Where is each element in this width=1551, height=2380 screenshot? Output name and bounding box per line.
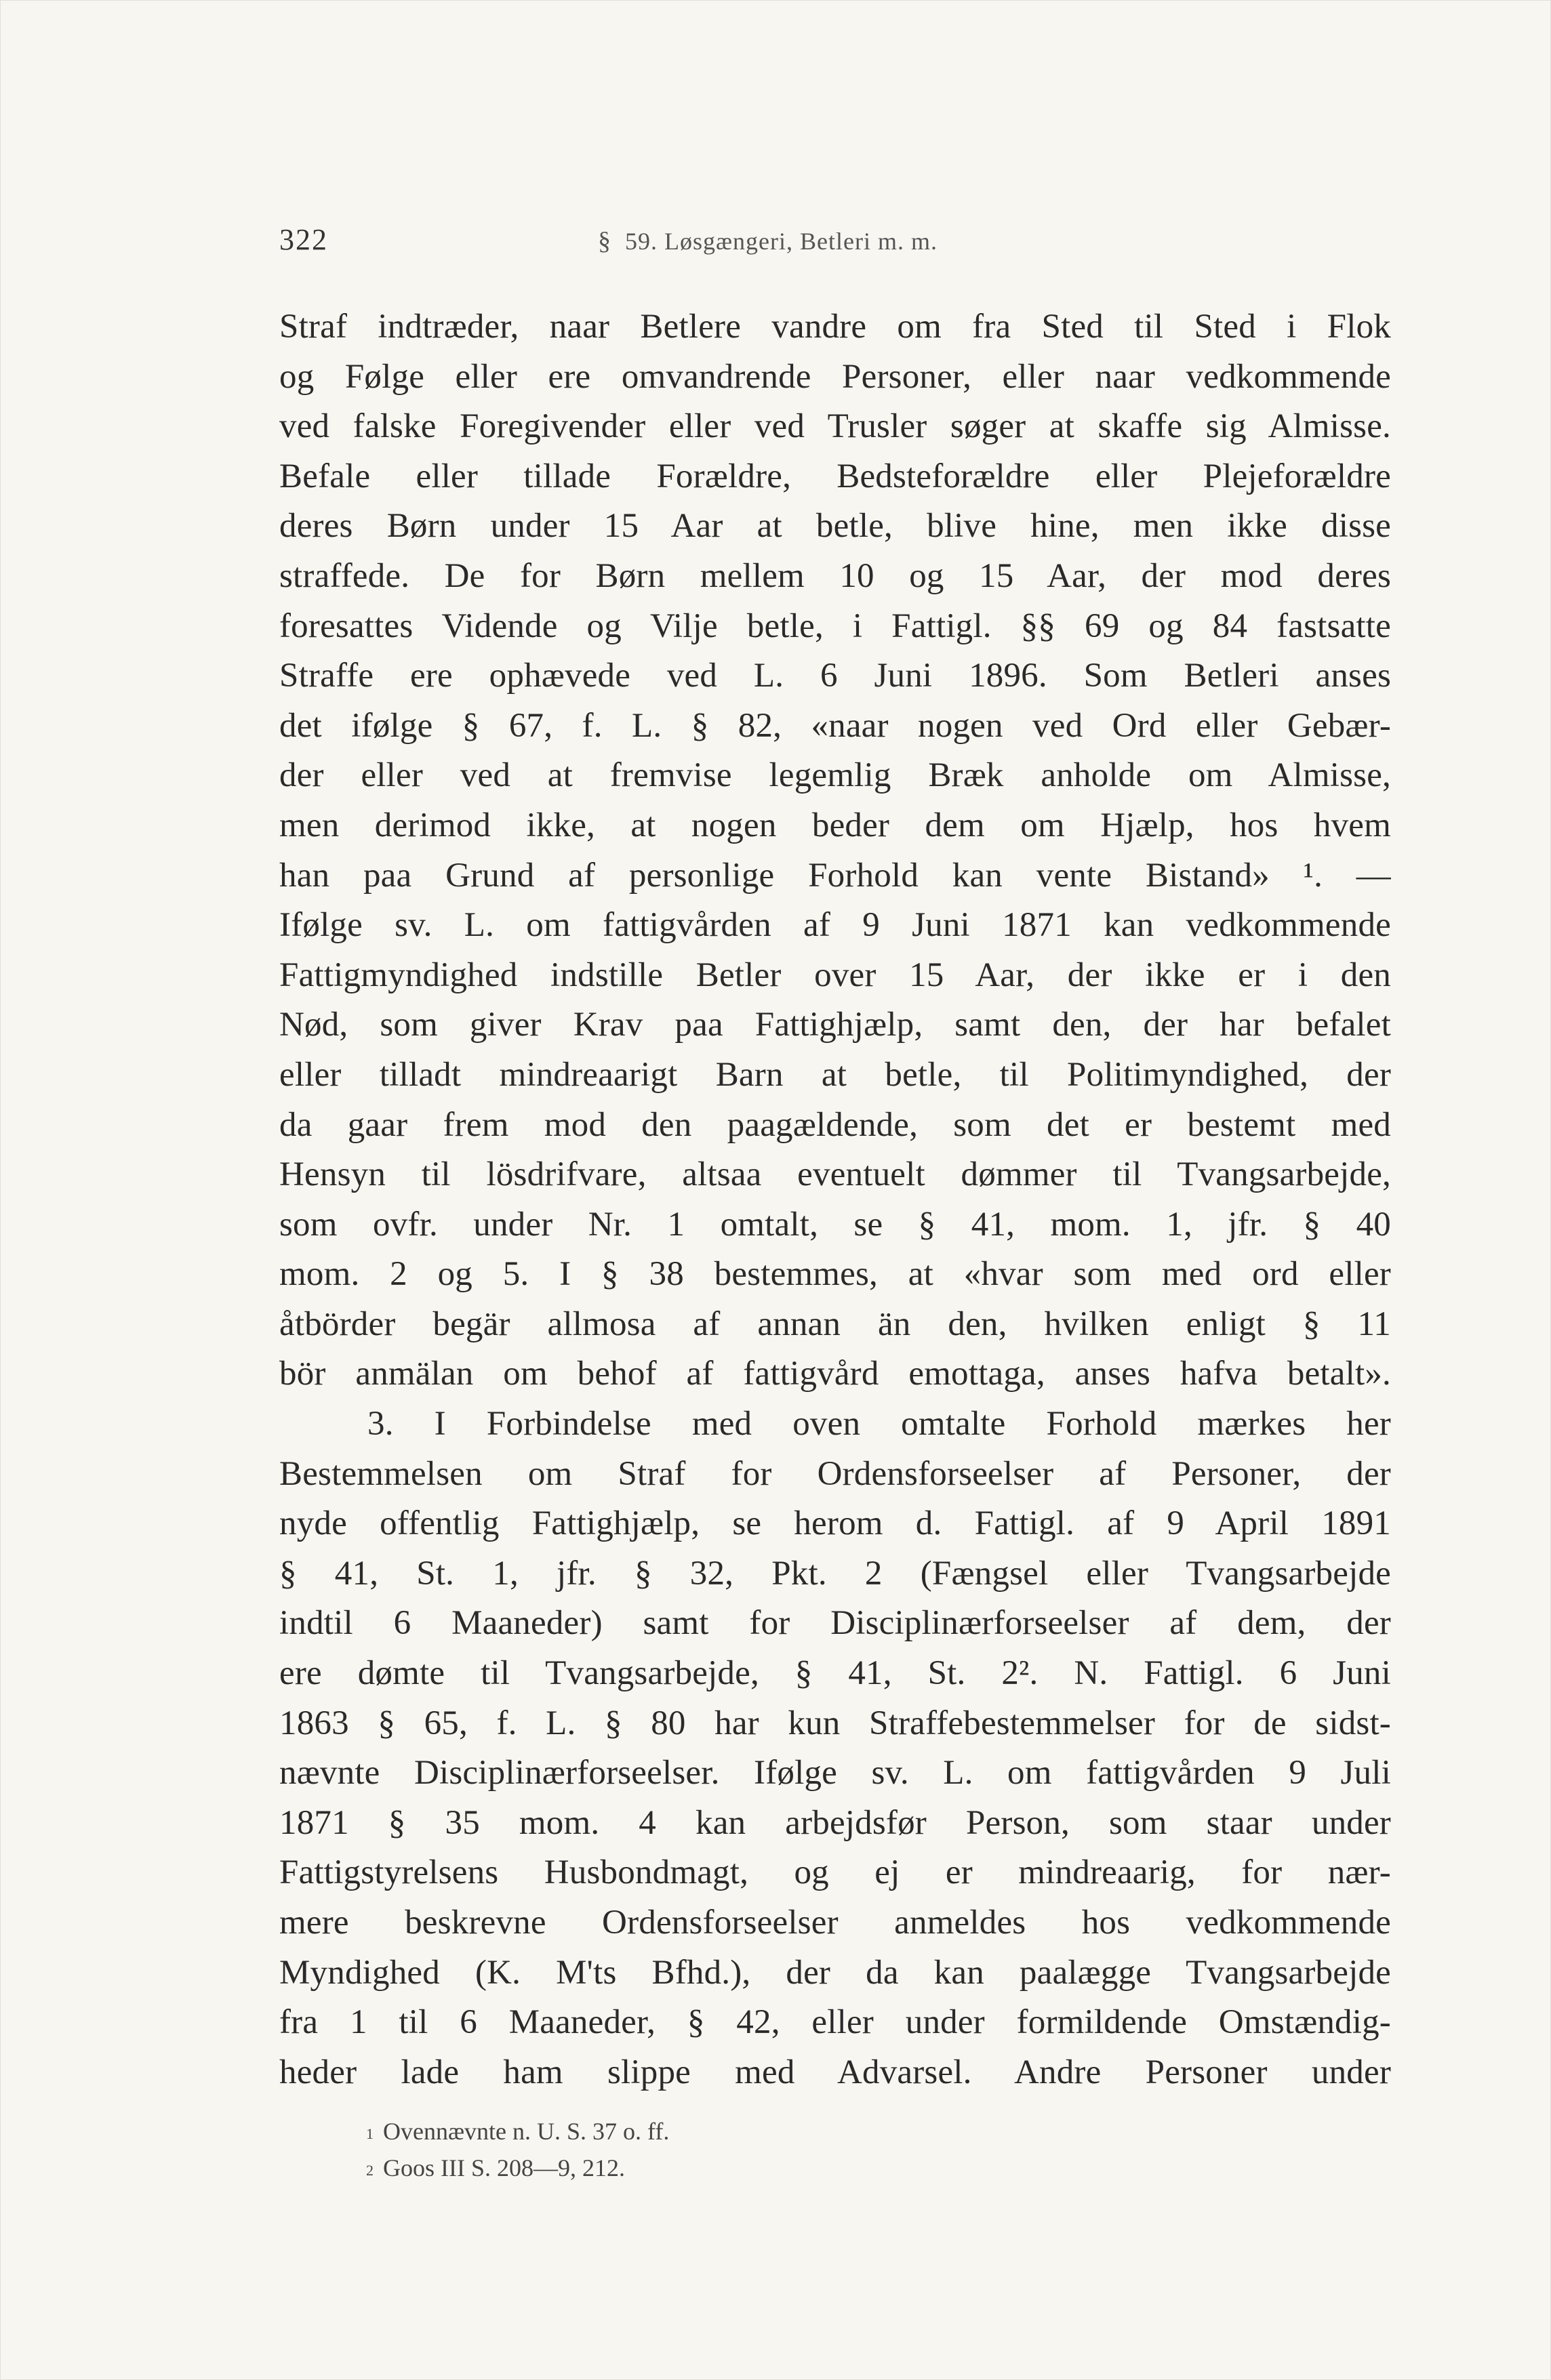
text-line: nyde offentlig Fattighjælp, se herom d. Fattigl. af 9 April 1891	[279, 1504, 1391, 1543]
text-line: indtil 6 Maaneder) samt for Disciplinærforseelser af dem, der	[279, 1604, 1391, 1643]
text-line: straffede. De for Børn mellem 10 og 15 Aar, der mod deres	[279, 556, 1391, 595]
footnotes	[366, 2113, 1044, 2186]
text-line: som ovfr. under Nr. 1 omtalt, se § 41, mom. 1, jfr. § 40	[279, 1205, 1391, 1244]
text-line: og Følge eller ere omvandrende Personer, eller naar vedkommende	[279, 357, 1391, 396]
text-line: mere beskrevne Ordensforseelser anmeldes hos vedkommende	[279, 1904, 1391, 1942]
text-line: det ifølge § 67, f. L. § 82, «naar nogen ved Ord eller Gebær-	[279, 706, 1391, 745]
text-line: Befale eller tillade Forældre, Bedsteforældre eller Plejeforældre	[279, 457, 1391, 495]
text-line: Ifølge sv. L. om fattigvården af 9 Juni 1871 kan vedkommende	[279, 906, 1391, 945]
text-line: 1871 § 35 mom. 4 kan arbejdsfør Person, som staar under	[279, 1803, 1391, 1842]
running-title-text: 59. Løsgængeri, Betleri m. m.	[625, 228, 938, 255]
text-line: Fattigmyndighed indstille Betler over 15 Aar, der ikke er i den	[279, 956, 1391, 994]
text-line: foresattes Vidende og Vilje betle, i Fattigl. §§ 69 og 84 fastsatte	[279, 607, 1391, 645]
footnote-text: Goos III S. 208—9, 212.	[383, 2154, 625, 2181]
text-line: men derimod ikke, at nogen beder dem om Hjælp, hos hvem	[279, 806, 1391, 844]
text-line: Hensyn til lösdrifvare, altsaa eventuelt dømmer til Tvangsarbejde,	[279, 1155, 1391, 1194]
text-line: Bestemmelsen om Straf for Ordensforseelser af Personer, der	[279, 1454, 1391, 1493]
text-line: deres Børn under 15 Aar at betle, blive hine, men ikke disse	[279, 507, 1391, 546]
text-line: § 41, St. 1, jfr. § 32, Pkt. 2 (Fængsel eller Tvangsarbejde	[279, 1554, 1391, 1593]
text-line: han paa Grund af personlige Forhold kan vente Bistand» ¹. —	[279, 856, 1391, 895]
text-line: Nød, som giver Krav paa Fattighjælp, samt den, der har befalet	[279, 1006, 1391, 1044]
text-line: da gaar frem mod den paagældende, som det er bestemt med	[279, 1105, 1391, 1144]
footnote	[366, 2113, 1044, 2150]
body-text	[279, 302, 1391, 2097]
footnote-mark: 2	[366, 2162, 374, 2179]
footnote-text: Ovennævnte n. U. S. 37 o. ff.	[383, 2118, 670, 2145]
text-line: eller tilladt mindreaarigt Barn at betle, til Politimyndighed, der	[279, 1055, 1391, 1094]
page-number: 322	[279, 223, 328, 256]
text-line: ved falske Foregivender eller ved Trusler søger at skaffe sig Almisse.	[279, 407, 1391, 446]
text-line: mom. 2 og 5. I § 38 bestemmes, at «hvar som med ord eller	[279, 1255, 1391, 1294]
footnote-mark: 1	[366, 2125, 374, 2142]
text-line: der eller ved at fremvise legemlig Bræk anholde om Almisse,	[279, 756, 1391, 795]
text-line: Fattigstyrelsens Husbondmagt, og ej er mindreaarig, for nær-	[279, 1853, 1391, 1892]
text-line: Straf indtræder, naar Betlere vandre om fra Sted til Sted i Flok	[279, 308, 1391, 346]
paragraph-start-line: 3. I Forbindelse med oven omtalte Forhold mærkes her	[367, 1405, 1391, 1443]
section-symbol: §	[598, 227, 611, 255]
text-line: åtbörder begär allmosa af annan än den, hvilken enligt § 11	[279, 1305, 1391, 1343]
text-line: Straffe ere ophævede ved L. 6 Juni 1896. Som Betleri anses	[279, 657, 1391, 695]
page-header	[279, 222, 1391, 263]
running-title	[598, 226, 938, 256]
footnote	[366, 2150, 1044, 2186]
text-line: nævnte Disciplinærforseelser. Ifølge sv. L. om fattigvården 9 Juli	[279, 1754, 1391, 1792]
text-line: 1863 § 65, f. L. § 80 har kun Straffebestemmelser for de sidst-	[279, 1704, 1391, 1742]
text-line: ere dømte til Tvangsarbejde, § 41, St. 2². N. Fattigl. 6 Juni	[279, 1654, 1391, 1693]
text-line: fra 1 til 6 Maaneder, § 42, eller under formildende Omstændig-	[279, 2003, 1391, 2042]
text-line: Myndighed (K. M'ts Bfhd.), der da kan paalægge Tvangsarbejde	[279, 1953, 1391, 1992]
text-line: heder lade ham slippe med Advarsel. Andre Personer under	[279, 2053, 1391, 2091]
text-line: bör anmälan om behof af fattigvård emottaga, anses hafva betalt».	[279, 1355, 1391, 1393]
